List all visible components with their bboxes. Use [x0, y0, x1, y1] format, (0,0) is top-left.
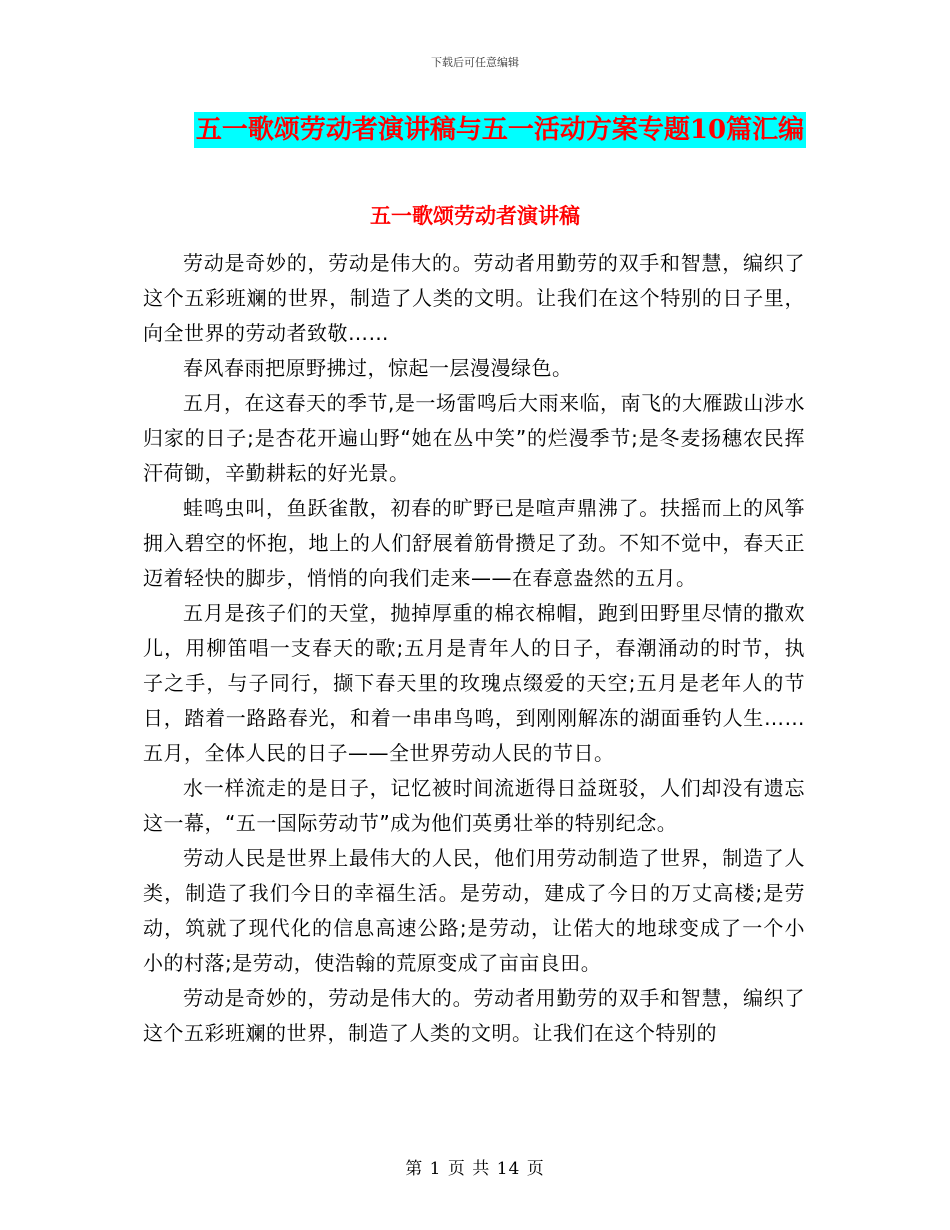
main-title: 五一歌颂劳动者演讲稿与五一活动方案专题10篇汇编 [194, 112, 806, 148]
page-header-note: 下载后可任意编辑 [431, 56, 519, 69]
paragraph: 水一样流走的是日子，记忆被时间流逝得日益斑驳，人们却没有遗忘这一幕，“五一国际劳动节”成为他们英勇壮举的特别纪念。 [143, 776, 805, 835]
main-title-container [0, 112, 950, 148]
document-body [143, 246, 805, 1051]
page-footer: 第 1 页 共 14 页 [405, 1159, 545, 1179]
paragraph: 劳动是奇妙的，劳动是伟大的。劳动者用勤劳的双手和智慧，编织了这个五彩班斓的世界，制造了人类的文明。让我们在这个特别的 [143, 986, 805, 1045]
paragraph: 五月，在这春天的季节,是一场雷鸣后大雨来临，南飞的大雁跋山涉水归家的日子;是杏花开遍山野“她在丛中笑”的烂漫季节;是冬麦扬穗农民挥汗荷锄，辛勤耕耘的好光景。 [143, 391, 805, 485]
paragraph: 劳动是奇妙的，劳动是伟大的。劳动者用勤劳的双手和智慧，编织了这个五彩班斓的世界，制造了人类的文明。让我们在这个特别的日子里，向全世界的劳动者致敬…… [143, 251, 805, 345]
paragraph: 劳动人民是世界上最伟大的人民，他们用劳动制造了世界，制造了人类，制造了我们今日的幸福生活。是劳动，建成了今日的万丈高楼;是劳动，筑就了现代化的信息高速公路;是劳动，让偌大的地球变成了一个小小的村落;是劳动，使浩翰的荒原变成了亩亩良田。 [143, 846, 805, 975]
section-title: 五一歌颂劳动者演讲稿 [370, 203, 580, 228]
paragraph: 蛙鸣虫叫，鱼跃雀散，初春的旷野已是喧声鼎沸了。扶摇而上的风筝拥入碧空的怀抱，地上的人们舒展着筋骨攒足了劲。不知不觉中，春天正迈着轻快的脚步，悄悄的向我们走来——在春意盎然的五月。 [143, 496, 805, 590]
paragraph: 五月是孩子们的天堂，抛掉厚重的棉衣棉帽，跑到田野里尽情的撒欢儿，用柳笛唱一支春天的歌;五月是青年人的日子，春潮涌动的时节，执子之手，与子同行，撷下春天里的玫瑰点缀爱的天空;五月是老年人的节日，踏着一路路春光，和着一串串鸟鸣，到刚刚解冻的湖面垂钓人生……五月，全体人民的日子——全世界劳动人民的节日。 [143, 601, 805, 765]
paragraph: 春风春雨把原野拂过，惊起一层漫漫绿色。 [183, 356, 573, 380]
